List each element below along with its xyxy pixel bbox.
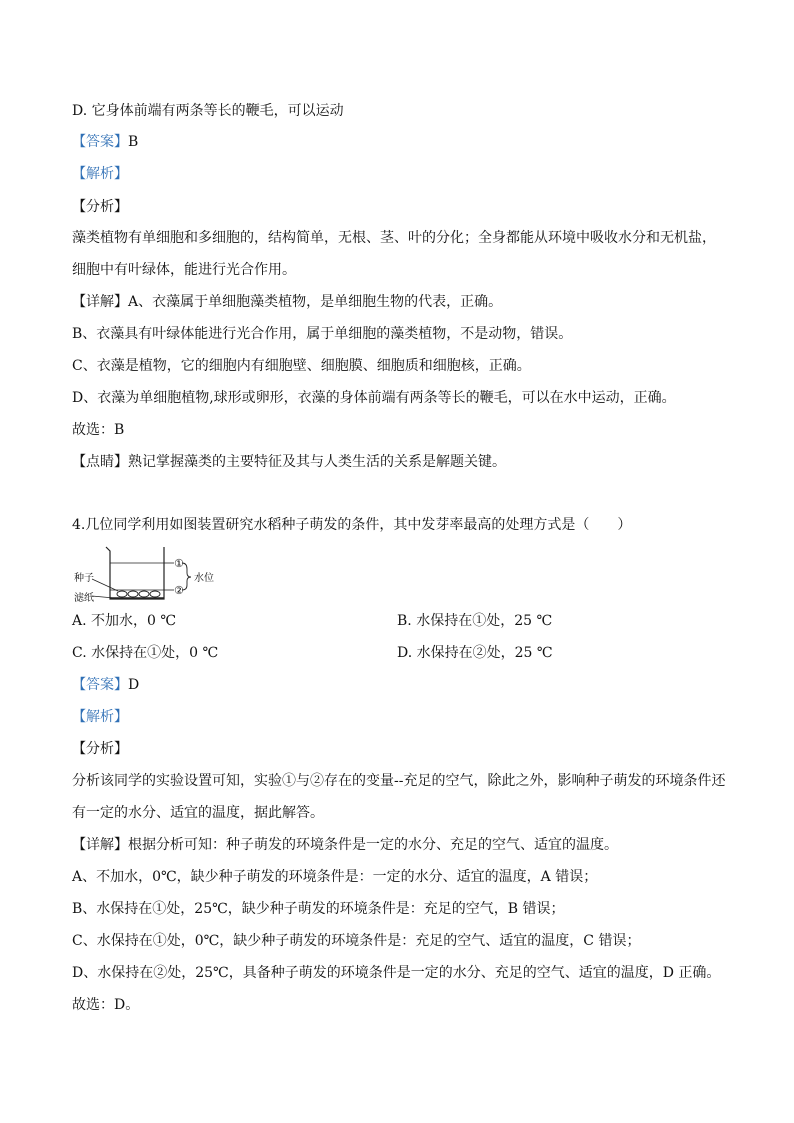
detail-text: A、衣藻属于单细胞藻类植物，是单细胞生物的代表，正确。 — [128, 294, 503, 310]
q3-analysis-tag: 【解析】 — [72, 166, 128, 182]
detail-text: 根据分析可知：种子萌发的环境条件是一定的水分、充足的空气、适宜的温度。 — [128, 837, 618, 853]
q4-option-a: A. 不加水，0 ℃ — [72, 613, 177, 629]
q4-option-c: C. 水保持在①处，0 ℃ — [72, 645, 219, 661]
label-level-1: ① — [174, 557, 184, 570]
q3-comment — [72, 452, 506, 472]
q3-fenxi-line2: 细胞中有叶绿体，能进行光合作用。 — [72, 262, 296, 278]
q3-choice: 故选：B — [72, 422, 125, 438]
detail-tag: 【详解】 — [72, 837, 128, 853]
q4-detail-a: A、不加水，0℃，缺少种子萌发的环境条件是：一定的水分、适宜的温度，A 错误； — [72, 869, 598, 885]
q4-detail-intro — [72, 835, 618, 855]
answer-tag: 【答案】 — [72, 677, 128, 693]
seed — [139, 591, 149, 597]
answer-value: D — [128, 677, 140, 693]
answer-tag: 【答案】 — [72, 134, 128, 150]
q4-detail-c: C、水保持在①处，0℃，缺少种子萌发的环境条件是：充足的空气、适宜的温度，C 错误； — [72, 933, 641, 949]
q4-stem: 4.几位同学利用如图装置研究水稻种子萌发的条件，其中发芽率最高的处理方式是（ ） — [72, 517, 632, 533]
q3-detail-d: D、衣藻为单细胞植物,球形或卵形，衣藻的身体前端有两条等长的鞭毛，可以在水中运动，正确。 — [72, 390, 676, 406]
q4-detail-d: D、水保持在②处，25℃，具备种子萌发的环境条件是一定的水分、充足的空气、适宜的温度，D 正确。 — [72, 965, 721, 981]
q4-detail-b: B、水保持在①处，25℃，缺少种子萌发的环境条件是：充足的空气，B 错误； — [72, 901, 565, 917]
q4-answer-line — [72, 675, 139, 695]
seed — [117, 591, 127, 597]
seed-germination-apparatus-figure — [70, 543, 250, 605]
q3-answer-line — [72, 132, 138, 152]
detail-tag: 【详解】 — [72, 294, 128, 310]
seed — [128, 591, 138, 597]
q3-fenxi-line1: 藻类植物有单细胞和多细胞的，结构简单，无根、茎、叶的分化；全身都能从环境中吸收水分和无机盐， — [72, 230, 716, 246]
q4-analysis-tag: 【解析】 — [72, 709, 128, 725]
q3-fenxi-tag: 【分析】 — [72, 199, 128, 215]
comment-tag: 【点睛】 — [72, 454, 128, 470]
q4-choice: 故选：D。 — [72, 997, 140, 1013]
label-water-level: 水位 — [194, 573, 214, 584]
q4-fenxi-line1: 分析该同学的实验设置可知，实验①与②存在的变量--充足的空气，除此之外，影响种子萌发的环境条件还 — [72, 773, 726, 789]
q4-option-d: D. 水保持在②处，25 ℃ — [397, 645, 553, 661]
answer-value: B — [128, 134, 139, 150]
q3-option-d: D. 它身体前端有两条等长的鞭毛，可以运动 — [72, 103, 344, 119]
q3-detail-c: C、衣藻是植物，它的细胞内有细胞壁、细胞膜、细胞质和细胞核，正确。 — [72, 358, 531, 374]
q3-detail-b: B、衣藻具有叶绿体能进行光合作用，属于单细胞的藻类植物，不是动物，错误。 — [72, 326, 573, 342]
label-seed: 种子 — [74, 573, 94, 584]
comment-text: 熟记掌握藻类的主要特征及其与人类生活的关系是解题关键。 — [128, 454, 506, 470]
seed — [150, 591, 160, 597]
label-level-2: ② — [174, 584, 184, 597]
q4-option-b: B. 水保持在①处，25 ℃ — [397, 613, 553, 629]
q3-detail-a — [72, 292, 502, 312]
q4-fenxi-tag: 【分析】 — [72, 741, 128, 757]
q4-fenxi-line2: 有一定的水分、适宜的温度，据此解答。 — [72, 805, 324, 821]
label-filter-paper: 滤纸 — [74, 593, 94, 604]
